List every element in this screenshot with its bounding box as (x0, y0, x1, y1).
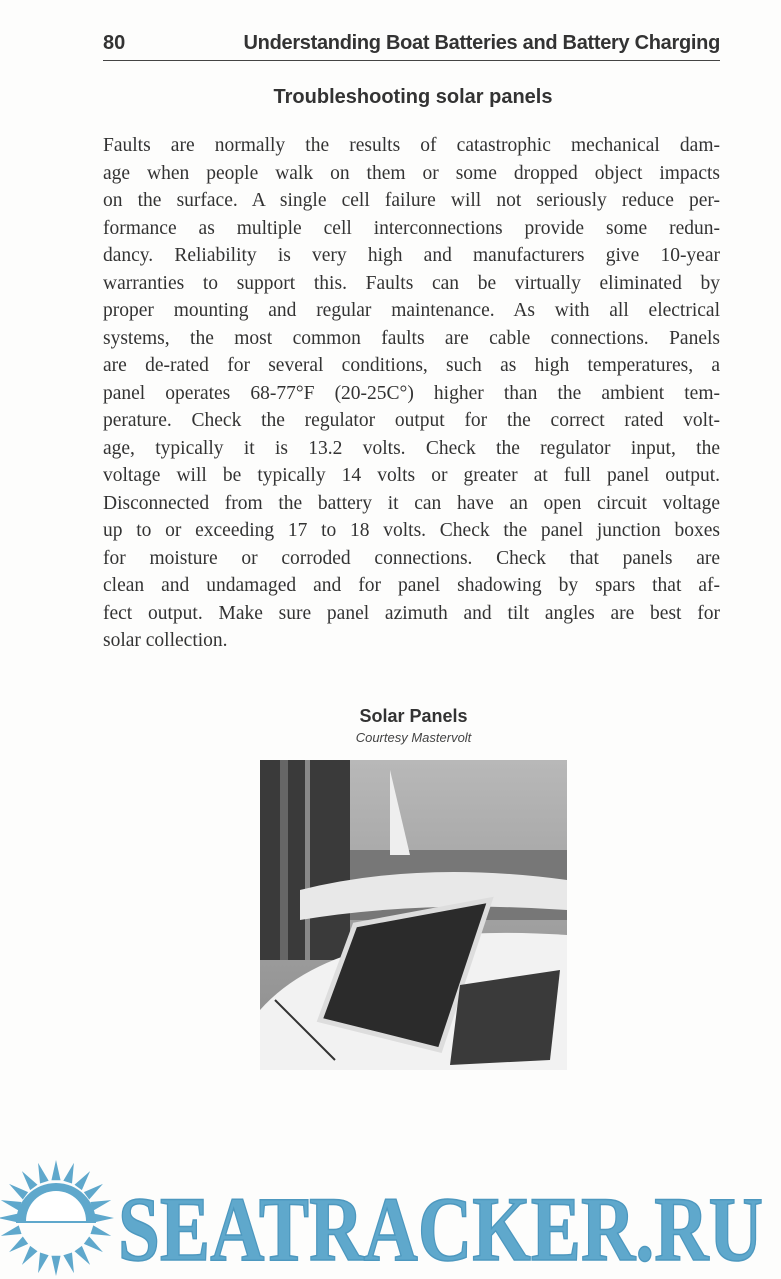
text-line: clean and undamaged and for panel shadowing by spars that af- (103, 575, 720, 596)
text-line: panel operates 68-77°F (20-25C°) higher than the ambient tem- (103, 382, 720, 404)
sun-ray (63, 1252, 74, 1273)
body-paragraph (103, 132, 720, 655)
text-line: formance as multiple cell interconnections provide some redun- (103, 217, 720, 239)
sun-ray (38, 1163, 49, 1184)
sun-ray (1, 1225, 22, 1236)
text-line: are de-rated for several conditions, such as high temperatures, a (103, 355, 720, 376)
sun-ray (94, 1213, 114, 1222)
sun-ray (51, 1160, 60, 1180)
sun-ray (74, 1171, 90, 1190)
text-line: solar collection. (103, 630, 228, 651)
sun-ray (1, 1200, 22, 1211)
solar-panels-photo (260, 760, 567, 1070)
sun-ray (38, 1252, 49, 1273)
text-line: warranties to support this. Faults can be virtually eliminated by (103, 272, 720, 294)
text-line: fect output. Make sure panel azimuth and tilt angles are best for (103, 602, 720, 624)
sun-ray (51, 1256, 60, 1276)
sun-logo-icon (0, 1160, 114, 1276)
text-line: proper mounting and regular maintenance. As with all electrical (103, 300, 720, 321)
sun-ray (22, 1246, 38, 1265)
sun-ray (90, 1200, 111, 1211)
text-line: age when people walk on them or some dropped object impacts (103, 162, 720, 184)
running-title: Understanding Boat Batteries and Battery Charging (243, 32, 720, 54)
section-title: Troubleshooting solar panels (273, 86, 553, 108)
text-line: systems, the most common faults are cable connections. Panels (103, 327, 720, 349)
text-line: voltage will be typically 14 volts or greater at full panel output. (103, 465, 720, 486)
seatracker-watermark (0, 1160, 781, 1279)
watermark-text: SEATRACKER.RU (118, 1178, 763, 1279)
sun-ray (84, 1184, 103, 1200)
page-number: 80 (103, 32, 126, 54)
running-header (103, 30, 720, 61)
sun-ray (84, 1236, 103, 1252)
figure-title: Solar Panels (359, 706, 468, 726)
text-line: Faults are normally the results of catastrophic mechanical dam- (103, 135, 720, 156)
text-line: for moisture or corroded connections. Check that panels are (103, 547, 720, 569)
text-line: dancy. Reliability is very high and manufacturers give 10-year (103, 245, 720, 266)
sun-ray (74, 1246, 90, 1265)
sun-ray (63, 1163, 74, 1184)
sun-ray (22, 1171, 38, 1190)
sun-ray (9, 1184, 28, 1200)
sun-ray (0, 1213, 18, 1222)
text-line: Disconnected from the battery it can have an open circuit voltage (103, 492, 720, 514)
sun-ray (90, 1225, 111, 1236)
text-line: perature. Check the regulator output for the correct rated volt- (103, 410, 720, 431)
text-line: age, typically it is 13.2 volts. Check the regulator input, the (103, 437, 720, 459)
text-line: on the surface. A single cell failure will not seriously reduce per- (103, 190, 720, 211)
figure-credit: Courtesy Mastervolt (355, 730, 472, 745)
text-line: up to or exceeding 17 to 18 volts. Check the panel junction boxes (103, 520, 720, 541)
sun-ray (9, 1236, 28, 1252)
